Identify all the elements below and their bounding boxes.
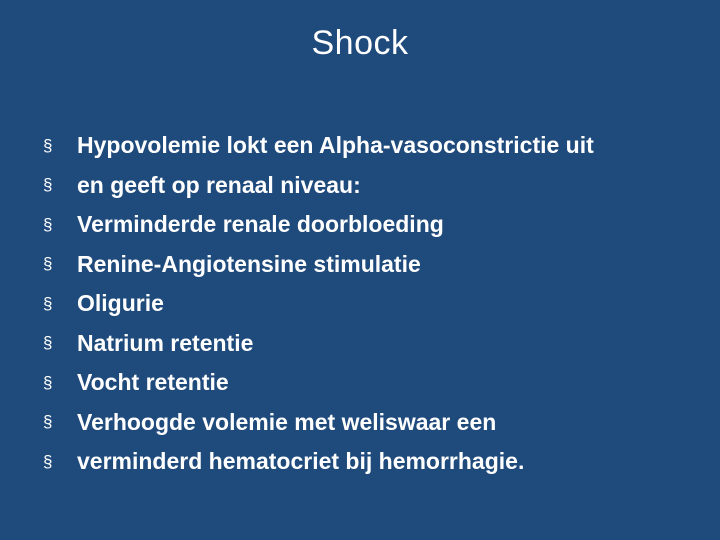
bullet-icon: § [43,175,53,195]
list-item [43,205,703,245]
bullet-icon: § [43,254,53,274]
bullet-text: Natrium retentie [77,329,254,356]
bullet-text: en geeft op renaal niveau: [77,171,361,198]
bullet-icon: § [43,333,53,353]
bullet-icon: § [43,214,53,234]
bullet-icon: § [43,451,53,471]
bullet-text: Verhoogde volemie met weliswaar een [77,408,497,435]
slide-title: Shock [311,24,409,62]
bullet-text: Renine-Angiotensine stimulatie [77,250,421,277]
list-item [43,403,703,443]
list-item [43,166,703,206]
bullet-icon: § [43,412,53,432]
bullet-text: Hypovolemie lokt een Alpha-vasoconstrictie uit [77,132,594,159]
bullet-text: Verminderde renale doorbloeding [77,211,444,238]
bullet-icon: § [43,293,53,313]
bullet-list [43,126,703,482]
list-item [43,126,703,166]
list-item [43,442,703,482]
list-item [43,245,703,285]
bullet-text: Vocht retentie [77,369,229,396]
bullet-text: Oligurie [77,290,164,317]
list-item [43,324,703,364]
list-item [43,363,703,403]
bullet-icon: § [43,135,53,155]
bullet-icon: § [43,372,53,392]
list-item [43,284,703,324]
bullet-text: verminderd hematocriet bij hemorrhagie. [77,448,525,475]
